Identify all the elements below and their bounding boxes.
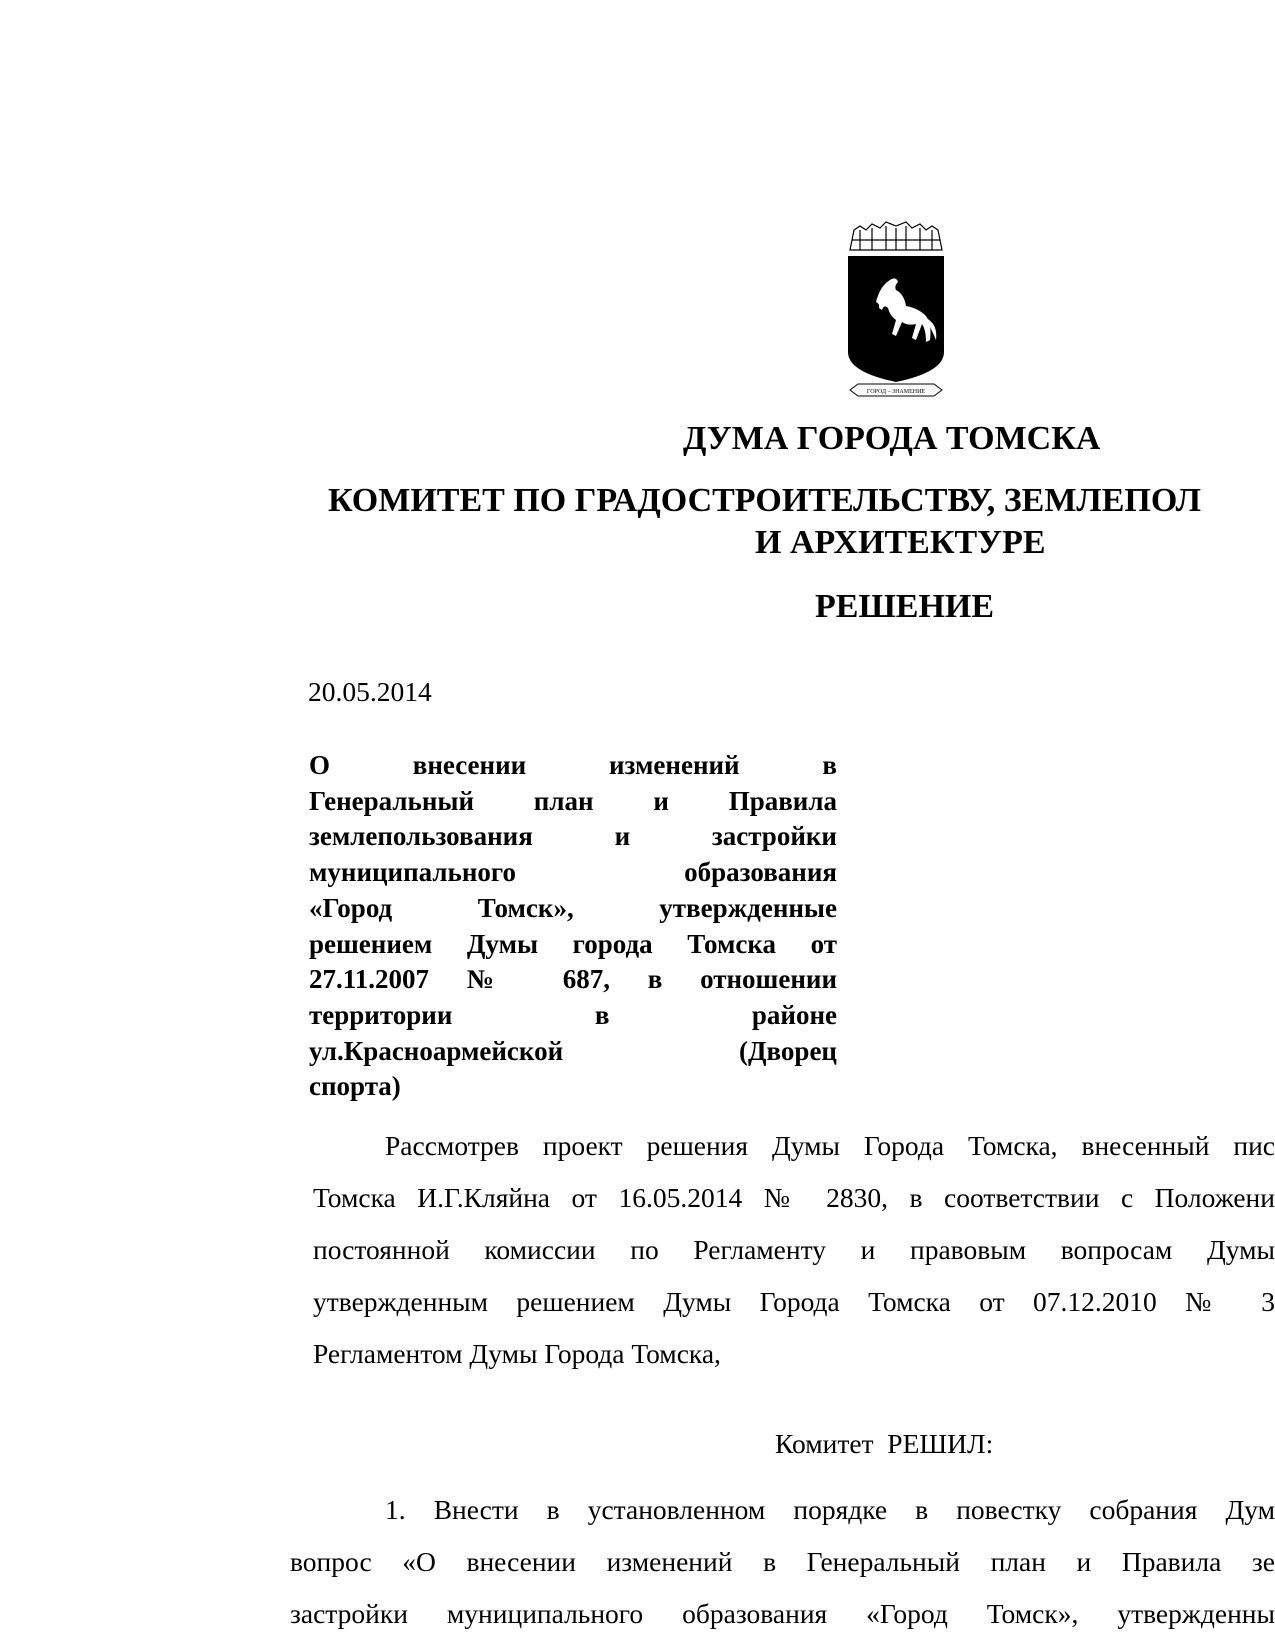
preamble-line: Томска И.Г.Кляйна от 16.05.2014 № 2830, в соответствии с Положени — [313, 1182, 1275, 1213]
subject-line: Генеральный план и Правила — [309, 785, 837, 816]
preamble-line: Регламентом Думы Города Томска, — [313, 1338, 721, 1369]
document-date: 20.05.2014 — [308, 676, 432, 707]
subject-line: О внесении изменений в — [309, 750, 837, 780]
committee-title-line1: КОМИТЕТ ПО ГРАДОСТРОИТЕЛЬСТВУ, ЗЕМЛЕПОЛ — [328, 482, 1201, 519]
subject-line: спорта) — [309, 1071, 401, 1102]
subject-line: решением Думы города Томска от — [309, 928, 837, 959]
preamble-line: утвержденным решением Думы Города Томска от 07.12.2010 № 3 — [313, 1286, 1275, 1317]
subject-block — [309, 748, 837, 1105]
subject-line: 27.11.2007 № 687, в отношении — [309, 964, 837, 995]
item1-line: 1. Внести в установленном порядке в повестку собрания Дум — [385, 1494, 1275, 1525]
svg-text:ГОРОД – ЗНАМЕНИЕ: ГОРОД – ЗНАМЕНИЕ — [866, 389, 926, 395]
committee-title-line2: И АРХИТЕКТУРЕ — [755, 524, 1046, 561]
duma-title: ДУМА ГОРОДА ТОМСКА — [683, 420, 1101, 457]
resolved-heading: Комитет РЕШИЛ: — [775, 1428, 994, 1459]
item1-line: застройки муниципального образования «Город Томск», утвержденны — [290, 1598, 1275, 1629]
coat-of-arms — [846, 220, 946, 406]
subject-line: землепользования и застройки — [309, 821, 837, 852]
subject-line: муниципального образования — [309, 857, 837, 888]
preamble-line: Рассмотрев проект решения Думы Города Томска, внесенный пис — [385, 1130, 1275, 1161]
preamble-line: постоянной комиссии по Регламенту и правовым вопросам Думы — [313, 1234, 1275, 1265]
item1-line: вопрос «О внесении изменений в Генеральный план и Правила зе — [290, 1546, 1275, 1577]
document-type: РЕШЕНИЕ — [815, 588, 995, 625]
subject-line: ул.Красноармейской (Дворец — [309, 1035, 837, 1066]
subject-line: территории в районе — [309, 999, 837, 1030]
subject-line: «Город Томск», утвержденные — [309, 892, 837, 923]
